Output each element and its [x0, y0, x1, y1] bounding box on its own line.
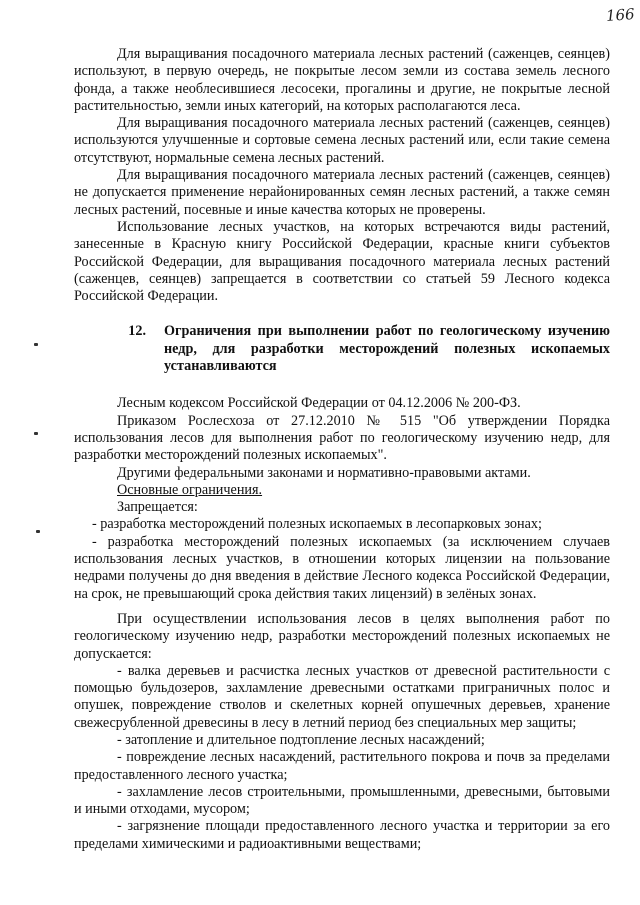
law-reference: Лесным кодексом Российской Федерации от 04.12.2006 № 200-ФЗ. — [117, 395, 521, 412]
not-allowed-item: - валка деревьев и расчистка лесных участков от древесной растительности с помощью бульдозеров, захламление древесными остатками приграничных полос и опушек, повреждение стволов и скелетных корней опушечных деревьев, хранение свежесрубленной древесины в лесу в летний период без специальных мер защиты; — [74, 662, 610, 731]
paragraph: Использование лесных участков, на которых встречаются виды растений, занесенные в Красную книгу Российской Федерации, красные книги субъектов Российской Федерации, для выращивания посадочного материала лесных растений (саженцев, сеянцев) запрещается в соответствии со статьей 59 Лесного кодекса Российской Федерации. — [74, 218, 610, 305]
not-allowed-item: - загрязнение площади предоставленного лесного участка и территории за его пределами химическими и радиоактивными веществами; — [74, 818, 610, 852]
document-body — [74, 46, 610, 853]
paragraph: Для выращивания посадочного материала лесных растений (саженцев, сеянцев) используют, в первую очередь, не покрытые лесом земли из состава земель лесного фонда, а также необлесившиеся лесосеки, прогалины и другие, не покрытые лесной растительностью, земли иных категорий, на которых располагаются леса. — [74, 46, 610, 114]
paragraph: Для выращивания посадочного материала лесных растений (саженцев, сеянцев) используются улучшенные и сортовые семена лесных растений или, если такие семена отсутствуют, нормальные семена лесных растений. — [74, 115, 610, 166]
main-restrictions-label: Основные ограничения. — [117, 481, 263, 498]
prohibited-label: Запрещается: — [117, 499, 198, 516]
margin-mark — [34, 432, 38, 435]
prohibited-item: - разработка месторождений полезных ископаемых (за исключением случаев использования лесных участков, в отношении которых лицензии на пользование недрами получены до дня введения в действие Лесного кодекса Российской Федерации, на срок, не превышающий срока действия таких лицензий) в зелёных зонах. — [74, 533, 610, 602]
not-allowed-item: - захламление лесов строительными, промышленными, древесными, бытовыми и иными отходами, мусором; — [74, 783, 610, 818]
law-reference: Другими федеральными законами и нормативно-правовыми актами. — [117, 464, 531, 481]
margin-mark — [34, 343, 38, 346]
page-number: 166 — [605, 5, 636, 25]
main-restrictions-line — [74, 482, 610, 499]
not-allowed-intro: При осуществлении использования лесов в целях выполнения работ по геологическому изучению недр, разработки месторождений полезных ископаемых не допускается: — [74, 610, 610, 662]
section-heading — [74, 323, 610, 375]
not-allowed-item: - затопление и длительное подтопление лесных насаждений; — [117, 731, 485, 748]
section-number: 12. — [128, 323, 146, 340]
law-reference: Приказом Рослесхоза от 27.12.2010 № 515 "Об утверждении Порядка использования лесов для выполнения работ по геологическому изучению недр, для разработки месторождений полезных ископаемых". — [74, 412, 610, 464]
prohibited-item: - разработка месторождений полезных ископаемых в лесопарковых зонах; — [92, 516, 542, 533]
margin-mark — [36, 530, 40, 533]
paragraph: Для выращивания посадочного материала лесных растений (саженцев, сеянцев) не допускается применение нерайонированных семян лесных растений, а также семян лесных растений, посевные и иные качества которых не проверены. — [74, 167, 610, 218]
section-title: Ограничения при выполнении работ по геологическому изучению недр, для разработки месторождений полезных ископаемых устанавливаются — [164, 323, 610, 375]
not-allowed-item: - повреждение лесных насаждений, растительного покрова и почв за пределами предоставленного лесного участка; — [74, 749, 610, 783]
